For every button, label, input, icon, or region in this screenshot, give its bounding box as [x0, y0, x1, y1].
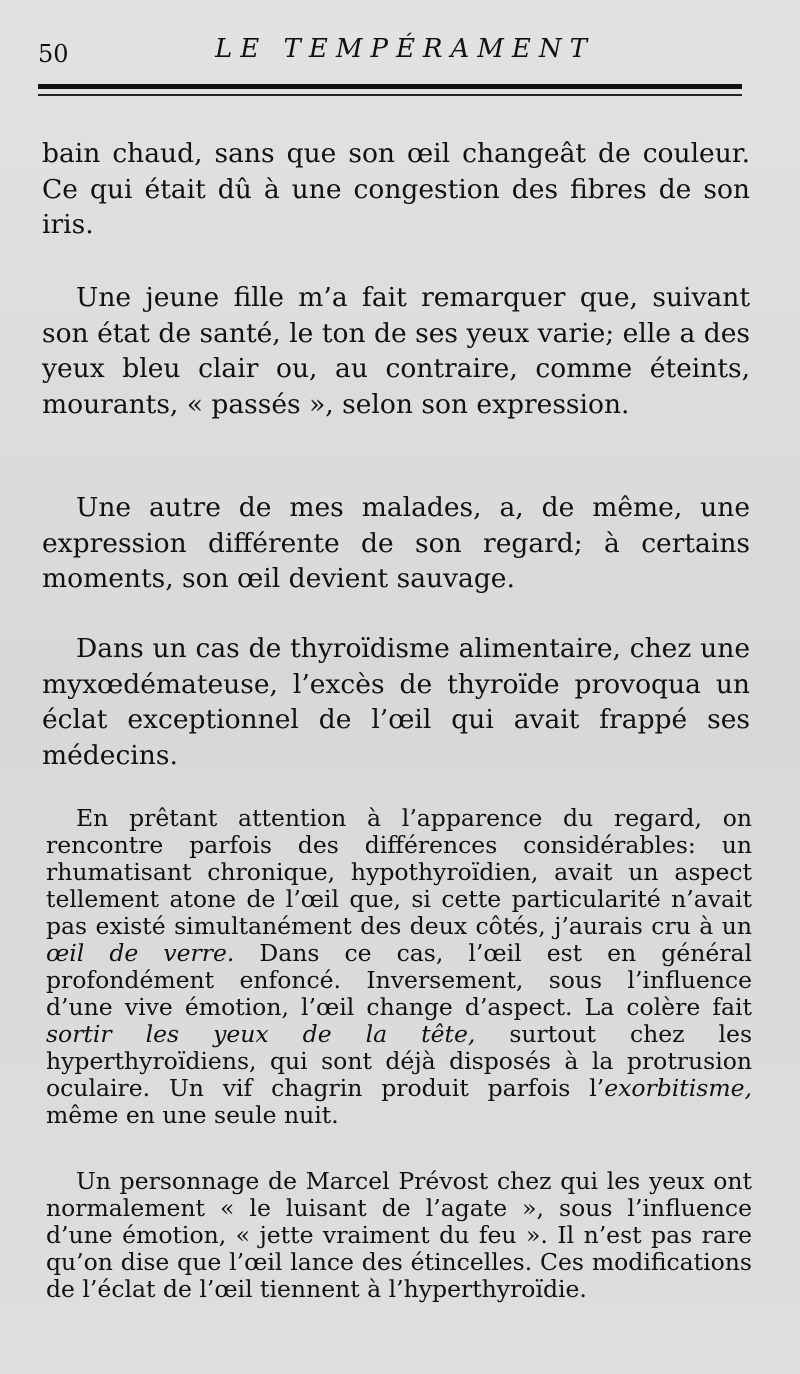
paragraph-6: Un personnage de Marcel Prévost chez qui les yeux ont normalement « le luisant de l’agate », sous l’influence d’une émotion, « jette vraiment du feu ». Il n’est pas rare qu’on dise que l’œil lance des étincelles. Ces modifications de l’éclat de l’œil tiennent à l’hyperthyroïdie. — [46, 1167, 752, 1303]
paragraph-5-text-3: surtout chez les hyperthyroïdiens, qui sont déjà disposés à la protrusion oculaire. Un vif chagrin produit parfois l’ — [46, 1020, 753, 1102]
page-number: 50 — [38, 40, 69, 68]
paragraph-4: Dans un cas de thyroïdisme alimentaire, chez une myxœdémateuse, l’excès de thyroïde provoqua un éclat exceptionnel de l’œil qui avait frappé ses médecins. — [42, 633, 750, 771]
paragraph-2: Une jeune fille m’a fait remarquer que, suivant son état de santé, le ton de ses yeux varie; elle a des yeux bleu clair ou, au contraire, comme éteints, mourants, « passés », selon son expression. — [42, 282, 750, 420]
paragraph-5-italic-2: sortir les yeux de la tête, — [46, 1020, 476, 1048]
paragraph-5-text-4: même en une seule nuit. — [46, 1101, 339, 1129]
running-head: LE TEMPÉRAMENT — [215, 34, 595, 64]
paragraph-3: Une autre de mes malades, a, de même, une expression différente de son regard; à certains moments, son œil devient sauvage. — [42, 492, 750, 594]
paragraph-5-text-2: Dans ce cas, l’œil est en général profondément enfoncé. Inversement, sous l’influence d’une vive émotion, l’œil change d’aspect. La colère fait — [46, 939, 752, 1021]
paragraph-5-italic-1: œil de verre. — [46, 939, 235, 967]
paragraph-5-italic-3: exorbitisme, — [604, 1074, 752, 1102]
header-rule-thick — [38, 84, 742, 89]
paragraph-5-text-1: En prêtant attention à l’apparence du regard, on rencontre parfois des différences considérables: un rhumatisant chronique, hypothyroïdien, avait un aspect tellement atone de l’œil que, si cette particularité n’avait pas existé simultanément des deux côtés, j’aurais cru à un — [46, 804, 752, 940]
header-rule-thin — [38, 94, 742, 96]
paragraph-1: bain chaud, sans que son œil changeât de couleur. Ce qui était dû à une congestion des fibres de son iris. — [42, 138, 750, 240]
paragraph-5 — [46, 805, 752, 1129]
